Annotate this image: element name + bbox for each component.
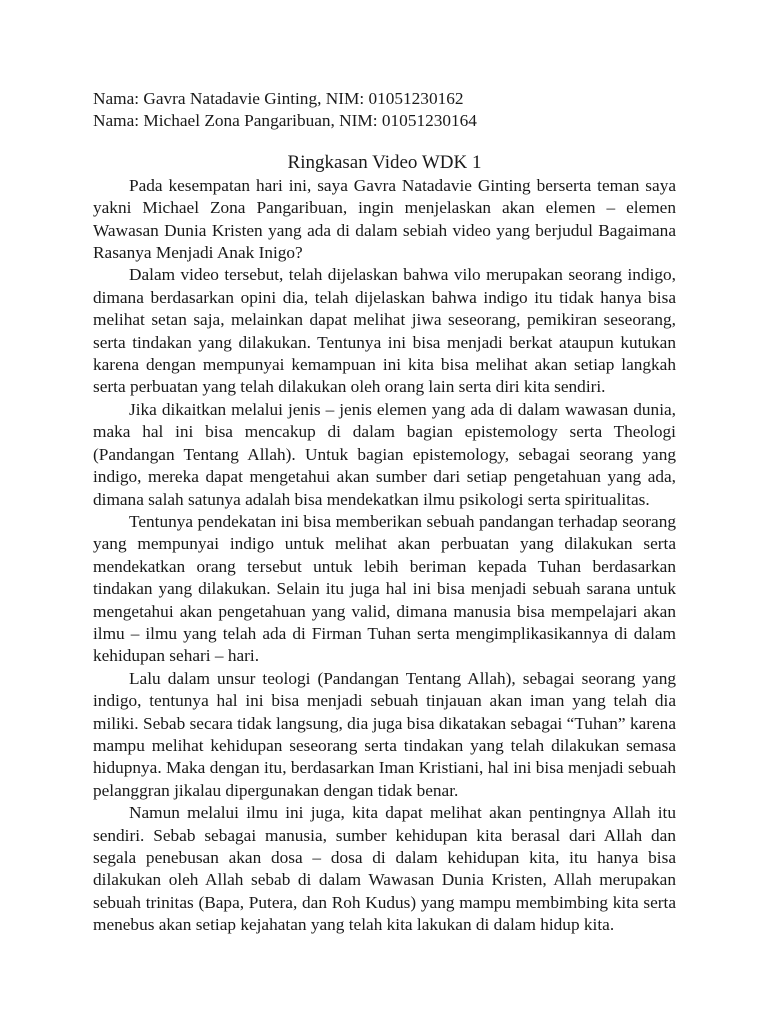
document-body (93, 88, 676, 937)
paragraph-6: Namun melalui ilmu ini juga, kita dapat melihat akan pentingnya Allah itu sendiri. Sebab sebagai manusia, sumber kehidupan kita berasal dari Allah dan segala penebusan akan dosa – dosa di dalam kehidupan kita, itu hanya bisa dilakukan oleh Allah sebab di dalam Wawasan Dunia Kristen, Allah merupakan sebuah trinitas (Bapa, Putera, dan Roh Kudus) yang mampu membimbing kita serta menebus akan setiap kejahatan yang telah kita lakukan di dalam hidup kita. (93, 803, 676, 935)
paragraph-5: Lalu dalam unsur teologi (Pandangan Tentang Allah), sebagai seorang yang indigo, tentunya hal ini bisa menjadi sebuah tinjauan akan iman yang telah dia miliki. Sebab secara tidak langsung, dia juga bisa dikatakan sebagai “Tuhan” karena mampu melihat kehidupan seseorang serta tindakan yang telah dilakukan semasa hidupnya. Maka dengan itu, berdasarkan Iman Kristiani, hal ini bisa menjadi sebuah pelanggran jikalau dipergunakan dengan tidak benar. (93, 668, 676, 800)
paragraph-2: Dalam video tersebut, telah dijelaskan bahwa vilo merupakan seorang indigo, dimana berdasarkan opini dia, telah dijelaskan bahwa indigo itu tidak hanya bisa melihat setan saja, melainkan dapat melihat jiwa seseorang, pemikiran seseorang, serta tindakan yang dilakukan. Tentunya ini bisa menjadi berkat ataupun kutukan karena dengan mempunyai kemampuan ini kita bisa melihat akan setiap langkah serta perbuatan yang telah dilakukan oleh orang lain serta diri kita sendiri. (93, 265, 676, 397)
paragraph-4: Tentunya pendekatan ini bisa memberikan sebuah pandangan terhadap seorang yang mempunyai indigo untuk melihat akan perbuatan yang dilakukan serta mendekatkan orang tersebut untuk lebih beriman kepada Tuhan berdasarkan tindakan yang dilakukan. Selain itu juga hal ini bisa menjadi sebuah sarana untuk mengetahui akan pengetahuan yang valid, dimana manusia bisa mempelajari akan ilmu – ilmu yang telah ada di Firman Tuhan serta mengimplikasikannya di dalam kehidupan sehari – hari. (93, 511, 676, 666)
student-info-2: Nama: Michael Zona Pangaribuan, NIM: 01051230164 (93, 111, 477, 131)
student-info-1: Nama: Gavra Natadavie Ginting, NIM: 01051230162 (93, 89, 464, 108)
document-title: Ringkasan Video WDK 1 (287, 151, 482, 173)
paragraph-3: Jika dikaitkan melalui jenis – jenis elemen yang ada di dalam wawasan dunia, maka hal ini bisa mencakup di dalam bagian epistemology serta Theologi (Pandangan Tentang Allah). Untuk bagian epistemology, sebagai seorang yang indigo, mereka dapat mengetahui akan sumber dari setiap pengetahuan yang ada, dimana salah satunya adalah bisa mendekatkan ilmu psikologi serta spiritualitas. (93, 399, 676, 509)
paragraph-1: Pada kesempatan hari ini, saya Gavra Natadavie Ginting berserta teman saya yakni Michael Zona Pangaribuan, ingin menjelaskan akan elemen – elemen Wawasan Dunia Kristen yang ada di dalam sebiah video yang berjudul Bagaimana Rasanya Menjadi Anak Inigo? (93, 175, 676, 263)
